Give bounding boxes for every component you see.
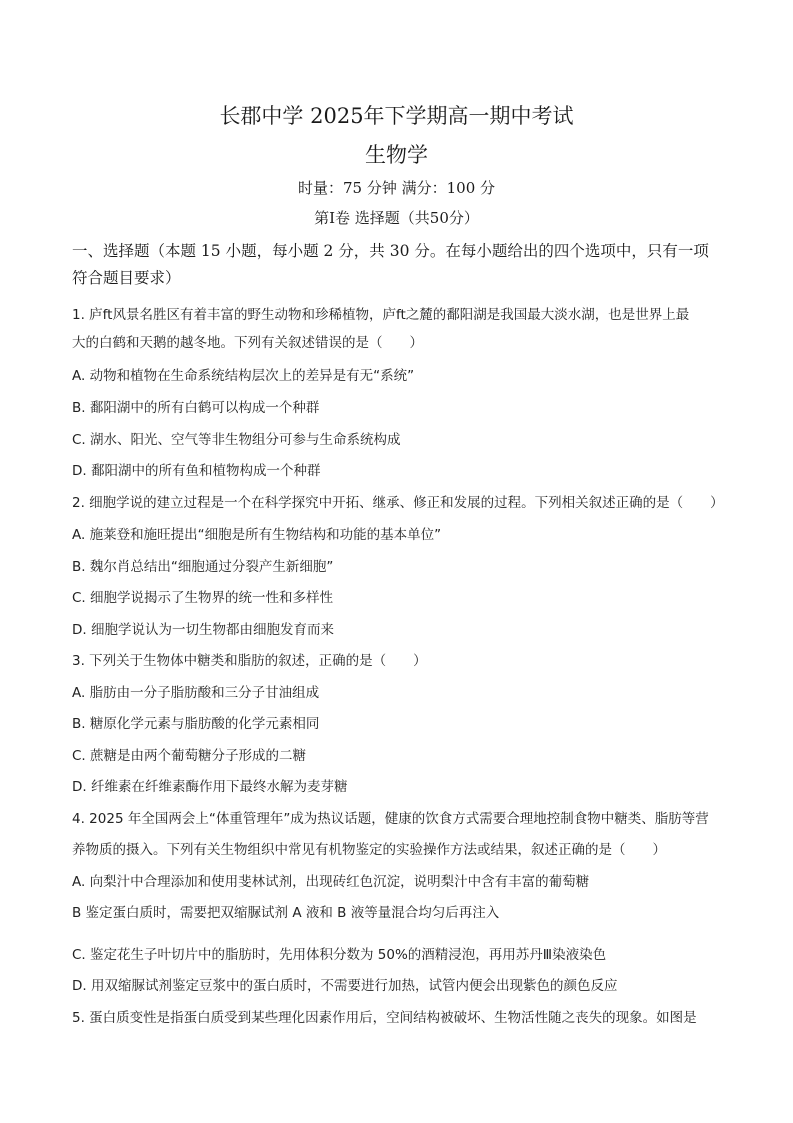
- section-heading: 第Ⅰ卷 选择题（共50分）: [314, 209, 479, 227]
- exam-time-info: 时量：75 分钟 满分：100 分: [297, 179, 496, 197]
- question-4-option-d: D. 用双缩脲试剂鉴定豆浆中的蛋白质时，不需要进行加热，试管内便会出现紫色的颜色反应: [72, 978, 618, 994]
- question-2-option-a: A. 施莱登和施旺提出“细胞是所有生物结构和功能的基本单位”: [72, 527, 442, 543]
- question-2-stem-line-1: 2. 细胞学说的建立过程是一个在科学探究中开拓、继承、修正和发展的过程。下列相关叙述正确的是（ ）: [72, 495, 724, 511]
- exam-subject: 生物学: [365, 143, 428, 167]
- question-4-option-a: A. 向梨汁中合理添加和使用斐林试剂，出现砖红色沉淀，说明梨汁中含有丰富的葡萄糖: [72, 874, 590, 890]
- question-3-option-d: D. 纤维素在纤维素酶作用下最终水解为麦芽糖: [72, 779, 348, 795]
- question-2-option-b: B. 魏尔肖总结出“细胞通过分裂产生新细胞”: [72, 559, 334, 575]
- question-4-option-b: B 鉴定蛋白质时，需要把双缩脲试剂 A 液和 B 液等量混合均匀后再注入: [72, 905, 500, 921]
- question-5-stem-line-1: 5. 蛋白质变性是指蛋白质受到某些理化因素作用后，空间结构被破坏、生物活性随之丧失的现象。如图是: [72, 1010, 697, 1026]
- question-4-option-c: C. 鉴定花生子叶切片中的脂肪时，先用体积分数为 50%的酒精浸泡，再用苏丹Ⅲ染液染色: [72, 947, 607, 963]
- question-4-stem-line-2: 养物质的摄入。下列有关生物组织中常见有机物鉴定的实验操作方法或结果，叙述正确的是（ ）: [72, 842, 666, 858]
- exam-title: 长郡中学 2025年下学期高一期中考试: [219, 104, 574, 128]
- question-1-option-b: B. 鄱阳湖中的所有白鹤可以构成一个种群: [72, 400, 320, 416]
- question-1-stem-line-2: 大的白鹤和天鹅的越冬地。下列有关叙述错误的是（ ）: [72, 335, 423, 351]
- question-2-option-c: C. 细胞学说揭示了生物界的统一性和多样性: [72, 590, 334, 606]
- question-1-option-d: D. 鄱阳湖中的所有鱼和植物构成一个种群: [72, 463, 321, 479]
- question-3-option-a: A. 脂肪由一分子脂肪酸和三分子甘油组成: [72, 685, 320, 701]
- question-3-option-b: B. 糖原化学元素与脂肪酸的化学元素相同: [72, 716, 320, 732]
- instructions-line-1: 一、选择题（本题 15 小题，每小题 2 分，共 30 分。在每小题给出的四个选项中，只有一项: [72, 242, 709, 260]
- question-1-option-a: A. 动物和植物在生命系统结构层次上的差异是有无“系统”: [72, 368, 415, 384]
- question-2-option-d: D. 细胞学说认为一切生物都由细胞发育而来: [72, 622, 334, 638]
- instructions-line-2: 符合题目要求）: [72, 269, 181, 287]
- question-3-option-c: C. 蔗糖是由两个葡萄糖分子形成的二糖: [72, 748, 307, 764]
- question-1-option-c: C. 湖水、阳光、空气等非生物组分可参与生命系统构成: [72, 432, 401, 448]
- question-4-stem-line-1: 4. 2025 年全国两会上“体重管理年”成为热议话题，健康的饮食方式需要合理地控制食物中糖类、脂肪等营: [72, 811, 709, 827]
- question-1-stem-line-1: 1. 庐ft风景名胜区有着丰富的野生动物和珍稀植物，庐ft之麓的鄱阳湖是我国最大淡水湖，也是世界上最: [72, 307, 690, 323]
- question-3-stem-line-1: 3. 下列关于生物体中糖类和脂肪的叙述，正确的是（ ）: [72, 653, 427, 669]
